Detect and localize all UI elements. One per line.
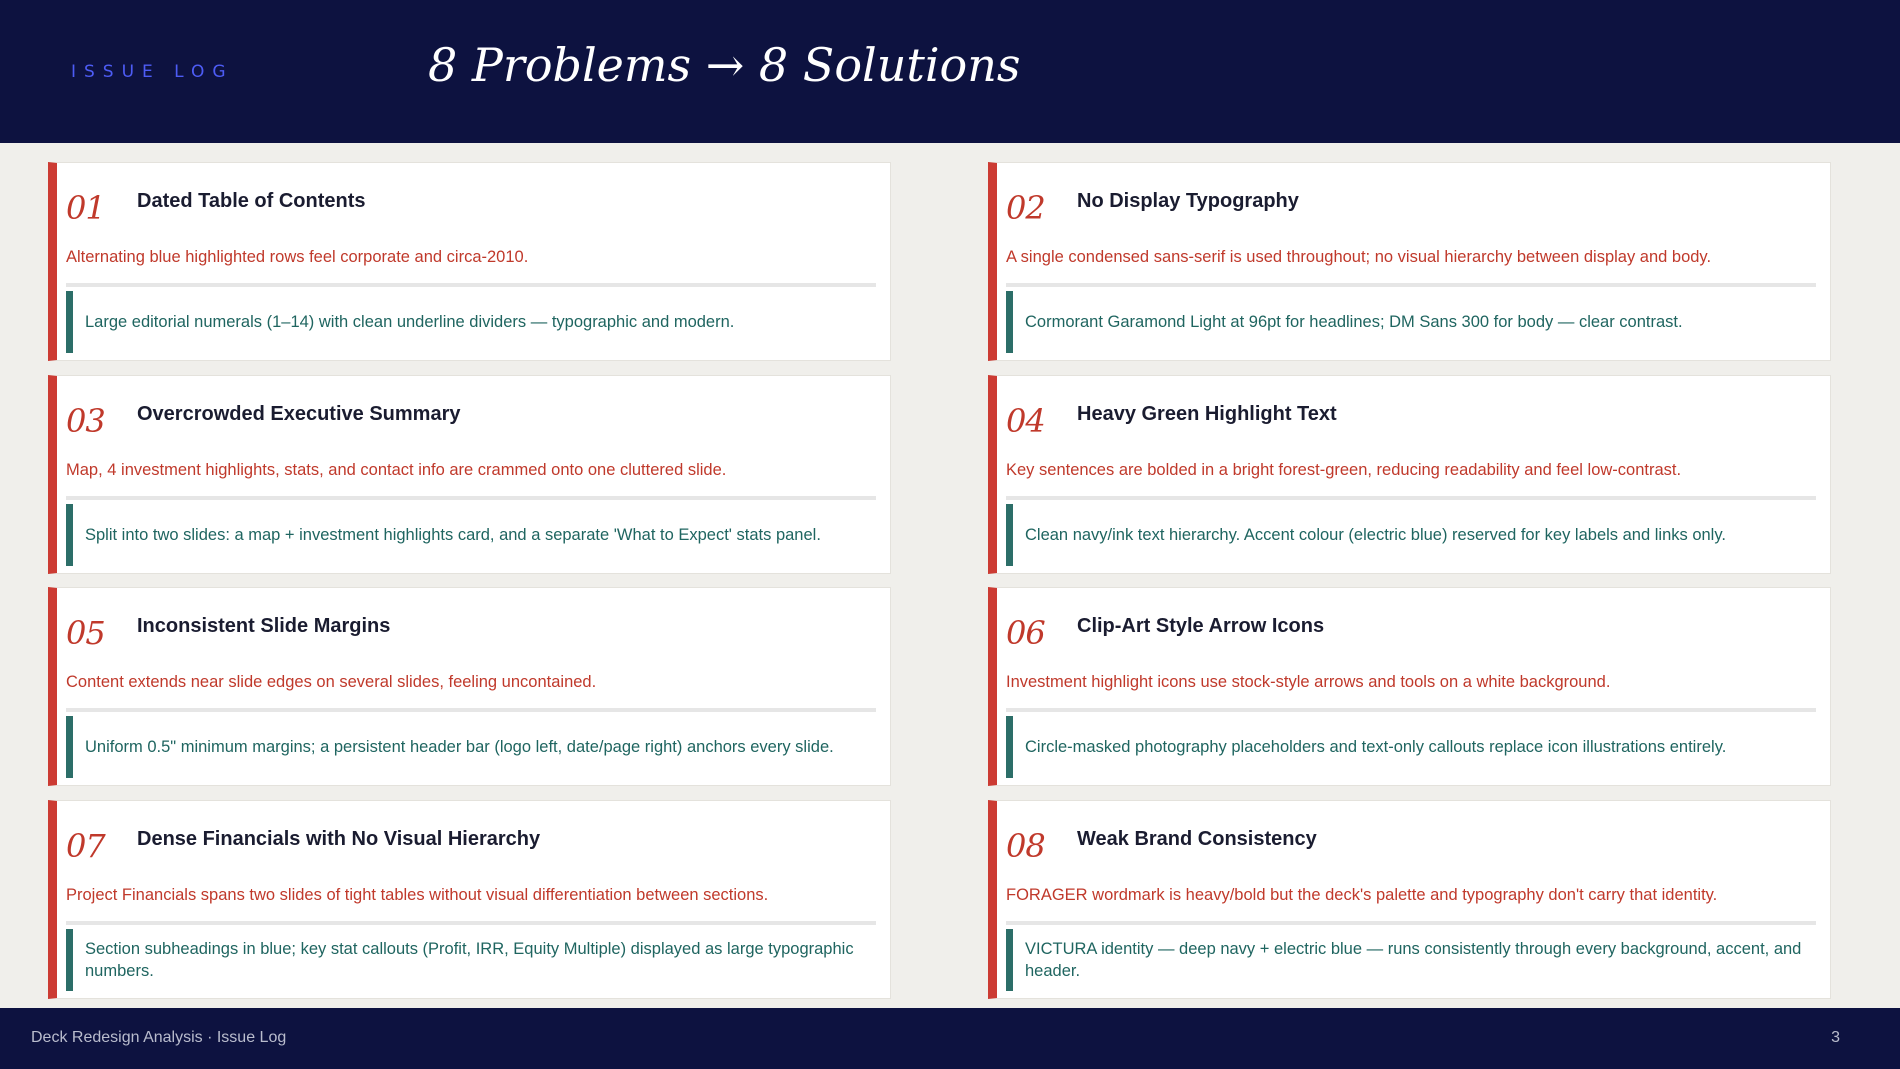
issue-title: Overcrowded Executive Summary [137, 403, 461, 425]
issue-solution [1006, 504, 1816, 566]
issue-problem: FORAGER wordmark is heavy/bold but the deck's palette and typography don't carry that identity. [1006, 886, 1718, 904]
issue-solution [1006, 929, 1816, 991]
issue-solution [66, 929, 876, 991]
issue-problem: Map, 4 investment highlights, stats, and contact info are crammed onto one cluttered slide. [66, 461, 727, 479]
issue-number: 08 [1006, 827, 1045, 865]
issue-title: No Display Typography [1077, 190, 1299, 212]
issue-solution [66, 291, 876, 353]
issue-solution-text: Cormorant Garamond Light at 96pt for headlines; DM Sans 300 for body — clear contrast. [1025, 313, 1683, 331]
issue-solution-text: VICTURA identity — deep navy + electric blue — runs consistently through every background, accent, and header. [1025, 940, 1802, 980]
issue-solution-text: Section subheadings in blue; key stat callouts (Profit, IRR, Equity Multiple) displayed as large typographic numbers. [85, 940, 854, 980]
issue-solution-text: Uniform 0.5" minimum margins; a persistent header bar (logo left, date/page right) anchors every slide. [85, 738, 834, 756]
issue-solution-text: Clean navy/ink text hierarchy. Accent colour (electric blue) reserved for key labels and links only. [1025, 526, 1726, 544]
divider [1006, 708, 1816, 712]
divider [1006, 283, 1816, 287]
issue-number: 06 [1006, 614, 1045, 652]
issue-problem: Content extends near slide edges on several slides, feeling uncontained. [66, 673, 597, 691]
issue-solution [1006, 716, 1816, 778]
issue-title: Dense Financials with No Visual Hierarchy [137, 828, 541, 850]
issue-number: 01 [66, 189, 105, 227]
issue-number: 04 [1006, 402, 1045, 440]
issue-title: Dated Table of Contents [137, 190, 366, 212]
issue-solution [66, 716, 876, 778]
footer-label: Deck Redesign Analysis · Issue Log [31, 1029, 287, 1046]
issue-solution-text: Circle-masked photography placeholders and text-only callouts replace icon illustrations entirely. [1025, 738, 1727, 756]
divider [1006, 496, 1816, 500]
issue-problem: Investment highlight icons use stock-style arrows and tools on a white background. [1006, 673, 1611, 691]
issue-card-01 [48, 162, 891, 361]
issue-problem: Key sentences are bolded in a bright forest-green, reducing readability and feel low-contrast. [1006, 461, 1682, 479]
issue-number: 02 [1006, 189, 1045, 227]
issue-card-07 [48, 800, 891, 999]
issue-card-03 [48, 375, 891, 574]
issue-solution-text: Large editorial numerals (1–14) with clean underline dividers — typographic and modern. [85, 313, 735, 331]
issue-title: Inconsistent Slide Margins [137, 615, 391, 637]
issue-card-08 [988, 800, 1831, 999]
issue-problem: Alternating blue highlighted rows feel corporate and circa-2010. [66, 248, 529, 266]
page-number: 3 [1831, 1029, 1840, 1046]
issue-card-04 [988, 375, 1831, 574]
divider [66, 283, 876, 287]
section-eyebrow: ISSUE LOG [71, 62, 234, 82]
issue-card-05 [48, 587, 891, 786]
issue-number: 03 [66, 402, 105, 440]
footer-bar [0, 1008, 1900, 1069]
divider [66, 496, 876, 500]
issue-solution [66, 504, 876, 566]
issue-solution [1006, 291, 1816, 353]
issue-solution-text: Split into two slides: a map + investment highlights card, and a separate 'What to Expect' stats panel. [85, 526, 821, 544]
issue-problem: A single condensed sans-serif is used throughout; no visual hierarchy between display and body. [1006, 248, 1712, 266]
issue-title: Clip-Art Style Arrow Icons [1077, 615, 1325, 637]
issue-card-06 [988, 587, 1831, 786]
divider [66, 708, 876, 712]
slide-title: 8 Problems → 8 Solutions [428, 38, 1021, 92]
issue-number: 05 [66, 614, 105, 652]
divider [1006, 921, 1816, 925]
divider [66, 921, 876, 925]
issue-card-02 [988, 162, 1831, 361]
issue-problem: Project Financials spans two slides of tight tables without visual differentiation between sections. [66, 886, 769, 904]
issue-title: Weak Brand Consistency [1077, 828, 1317, 850]
issue-title: Heavy Green Highlight Text [1077, 403, 1337, 425]
issue-number: 07 [66, 827, 105, 865]
